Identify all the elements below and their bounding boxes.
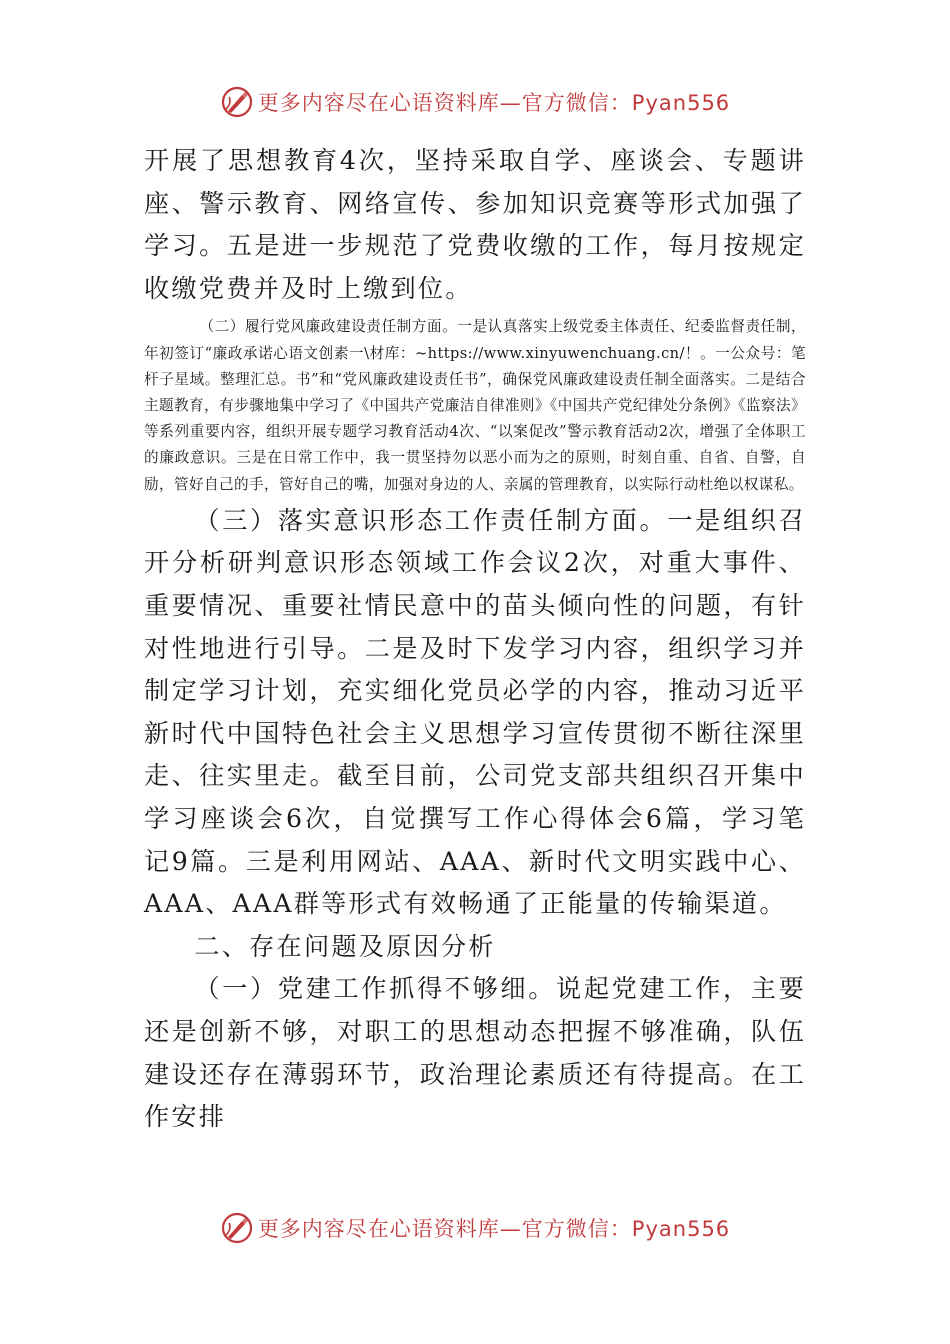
paragraph-education: 开展了思想教育4次，坚持采取自学、座谈会、专题讲座、警示教育、网络宣传、参加知识竞赛等形式加强了学习。五是进一步规范了党费收缴的工作，每月按规定收缴党费并及时上缴到位。 bbox=[144, 146, 806, 303]
paragraph-anticorruption: （二）履行党风廉政建设责任制方面。一是认真落实上级党委主体责任、纪委监督责任制，年初签订“廉政承诺心语文创素一\材库：~https://www.xinyuwenchuang.cn/！。一公众号：笔杆子星域。整理汇总。书”和“党风廉政建设责任书”，确保党风廉政建设责任制全面落实。二是结合主题教育，有步骤地集中学习了《中国共产党廉洁自律准则》《中国共产党纪律处分条例》《监察法》等系列重要内容，组织开展专题学习教育活动4次、“以案促改”警示教育活动2次，增强了全体职工的廉政意识。三是在日常工作中，我一贯坚持勿以恶小而为之的原则，时刻自重、自省、自警，自励，管好自己的手，管好自己的嘴，加强对身边的人、亲属的管理教育，以实际行动杜绝以权谋私。 bbox=[144, 318, 806, 493]
paragraph-party-building: （一）党建工作抓得不够细。说起党建工作，主要还是创新不够，对职工的思想动态把握不够准确，队伍建设还存在薄弱环节，政治理论素质还有待提高。在工作安排 bbox=[144, 974, 806, 1132]
header-watermark-banner bbox=[0, 84, 950, 120]
watermark-text: 更多内容尽在心语资料库—官方微信：Pyan556 bbox=[257, 1217, 731, 1241]
watermark-text: 更多内容尽在心语资料库—官方微信：Pyan556 bbox=[257, 91, 731, 115]
paragraph-ideology: （三）落实意识形态工作责任制方面。一是组织召开分析研判意识形态领域工作会议2次，对重大事件、重要情况、重要社情民意中的苗头倾向性的问题，有针对性地进行引导。二是及时下发学习内容，组织学习并制定学习计划，充实细化党员必学的内容，推动习近平新时代中国特色社会主义思想学习宣传贯彻不断往深里走、往实里走。截至目前，公司党支部共组织召开集中学习座谈会6次，自觉撰写工作心得体会6篇，学习笔记9篇。三是利用网站、AAA、新时代文明实践中心、AAA、AAA群等形式有效畅通了正能量的传输渠道。 bbox=[144, 505, 806, 919]
document-body bbox=[144, 140, 806, 1139]
section-heading-problems: 二、存在问题及原因分析 bbox=[194, 931, 496, 961]
footer-watermark-banner bbox=[0, 1210, 950, 1246]
pen-logo-icon bbox=[220, 85, 254, 119]
pen-logo-icon bbox=[220, 1211, 254, 1245]
